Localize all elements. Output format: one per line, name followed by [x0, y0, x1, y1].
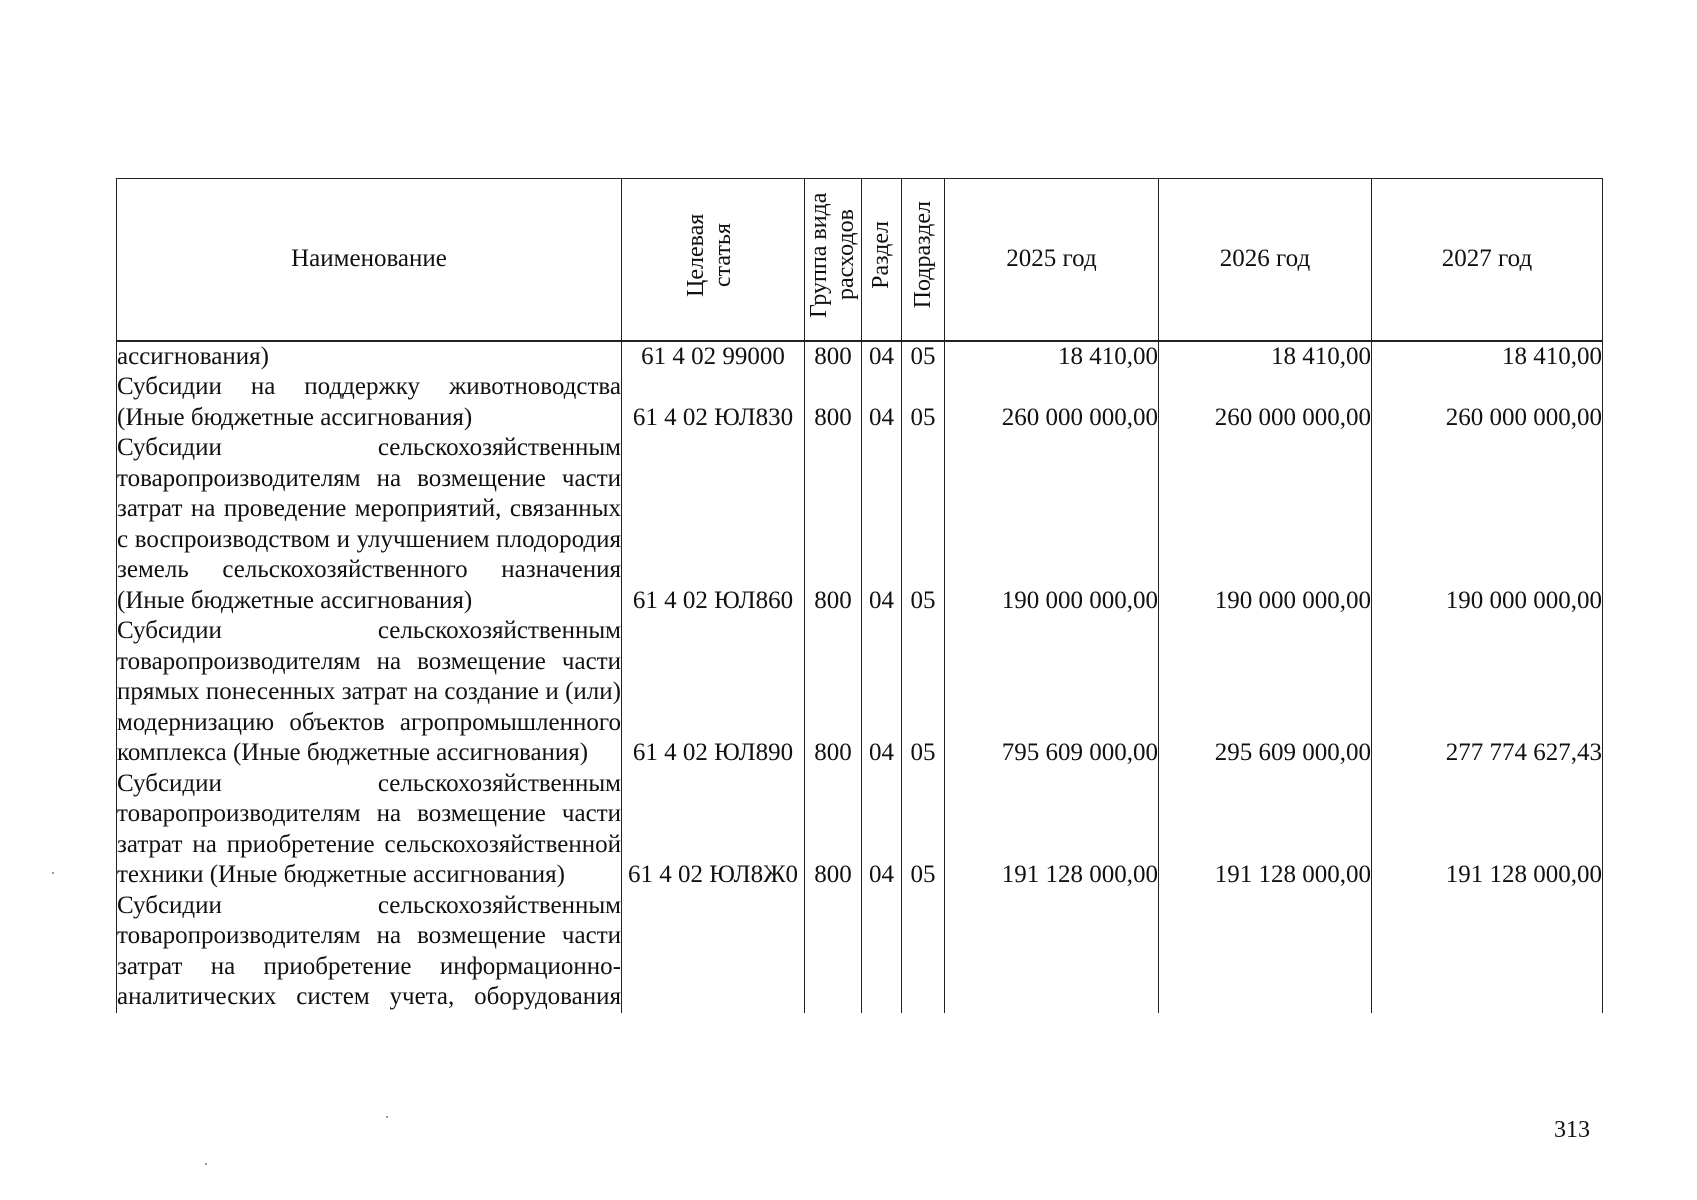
- header-section: [862, 179, 902, 341]
- cell-expense-group: [805, 891, 862, 1013]
- cell-name: Субсидии сельскохозяйственным товаропроизводителям на возмещение части затрат на приобретение информационно-аналитических систем учета, оборудования: [117, 891, 622, 1013]
- cell-subsection: 05: [902, 372, 945, 433]
- cell-subsection: 05: [902, 341, 945, 373]
- cell-expense-group: 800: [805, 433, 862, 616]
- cell-year-2027: 260 000 000,00: [1372, 372, 1603, 433]
- table-row: [117, 891, 1603, 1013]
- cell-target-article: 61 4 02 ЮЛ8Ж0: [622, 769, 805, 891]
- cell-expense-group: 800: [805, 616, 862, 769]
- cell-section: 04: [862, 372, 902, 433]
- page-number: 313: [1554, 1117, 1590, 1143]
- cell-year-2025: 795 609 000,00: [945, 616, 1159, 769]
- scan-speck: [386, 1116, 388, 1118]
- cell-year-2026: 260 000 000,00: [1159, 372, 1372, 433]
- table-row: [117, 341, 1603, 373]
- cell-name: Субсидии сельскохозяйственным товаропроизводителям на возмещение части затрат на проведение мероприятий, связанных с воспроизводством и улучшением плодородия земель сельскохозяйственного назначения (Иные бюджетные ассигнования): [117, 433, 622, 616]
- header-year-2026: 2026 год: [1159, 179, 1372, 341]
- table-row: [117, 372, 1603, 433]
- budget-table: [116, 178, 1603, 1013]
- cell-section: [862, 891, 902, 1013]
- cell-year-2025: 260 000 000,00: [945, 372, 1159, 433]
- cell-expense-group: 800: [805, 372, 862, 433]
- cell-year-2025: 190 000 000,00: [945, 433, 1159, 616]
- cell-name: Субсидии сельскохозяйственным товаропроизводителям на возмещение части прямых понесенных затрат на создание и (или) модернизацию объектов агропромышленного комплекса (Иные бюджетные ассигнования): [117, 616, 622, 769]
- header-section-label: Раздел: [868, 221, 894, 289]
- table-row: [117, 433, 1603, 616]
- header-year-2027: 2027 год: [1372, 179, 1603, 341]
- cell-year-2026: [1159, 891, 1372, 1013]
- header-target-article-label: Целевая статья: [683, 213, 736, 297]
- header-expense-group-label: Группа вида расходов: [806, 192, 859, 318]
- cell-subsection: 05: [902, 433, 945, 616]
- cell-section: 04: [862, 433, 902, 616]
- cell-target-article: 61 4 02 ЮЛ860: [622, 433, 805, 616]
- cell-section: 04: [862, 616, 902, 769]
- header-target-article: [622, 179, 805, 341]
- cell-section: 04: [862, 769, 902, 891]
- cell-year-2025: 191 128 000,00: [945, 769, 1159, 891]
- cell-subsection: [902, 891, 945, 1013]
- cell-target-article: [622, 891, 805, 1013]
- cell-subsection: 05: [902, 769, 945, 891]
- cell-year-2025: 18 410,00: [945, 341, 1159, 373]
- cell-year-2026: 191 128 000,00: [1159, 769, 1372, 891]
- cell-year-2026: 18 410,00: [1159, 341, 1372, 373]
- cell-section: 04: [862, 341, 902, 373]
- header-name: Наименование: [117, 179, 622, 341]
- scan-speck: [205, 1163, 207, 1165]
- cell-target-article: 61 4 02 ЮЛ890: [622, 616, 805, 769]
- cell-year-2027: 191 128 000,00: [1372, 769, 1603, 891]
- header-subsection-label: Подраздел: [909, 201, 936, 309]
- cell-year-2027: [1372, 891, 1603, 1013]
- cell-year-2027: 18 410,00: [1372, 341, 1603, 373]
- cell-target-article: 61 4 02 ЮЛ830: [622, 372, 805, 433]
- table-row: [117, 616, 1603, 769]
- cell-target-article: 61 4 02 99000: [622, 341, 805, 373]
- cell-expense-group: 800: [805, 341, 862, 373]
- cell-subsection: 05: [902, 616, 945, 769]
- cell-year-2027: 277 774 627,43: [1372, 616, 1603, 769]
- scan-speck: [52, 872, 54, 874]
- cell-name: ассигнования): [117, 341, 622, 373]
- cell-year-2025: [945, 891, 1159, 1013]
- cell-name: Субсидии на поддержку животноводства (Иные бюджетные ассигнования): [117, 372, 622, 433]
- header-subsection: [902, 179, 945, 341]
- header-year-2025: 2025 год: [945, 179, 1159, 341]
- cell-year-2027: 190 000 000,00: [1372, 433, 1603, 616]
- table-header-row: [117, 179, 1603, 341]
- cell-year-2026: 190 000 000,00: [1159, 433, 1372, 616]
- cell-expense-group: 800: [805, 769, 862, 891]
- cell-name: Субсидии сельскохозяйственным товаропроизводителям на возмещение части затрат на приобретение сельскохозяйственной техники (Иные бюджетные ассигнования): [117, 769, 622, 891]
- cell-year-2026: 295 609 000,00: [1159, 616, 1372, 769]
- header-expense-group: [805, 179, 862, 341]
- table-row: [117, 769, 1603, 891]
